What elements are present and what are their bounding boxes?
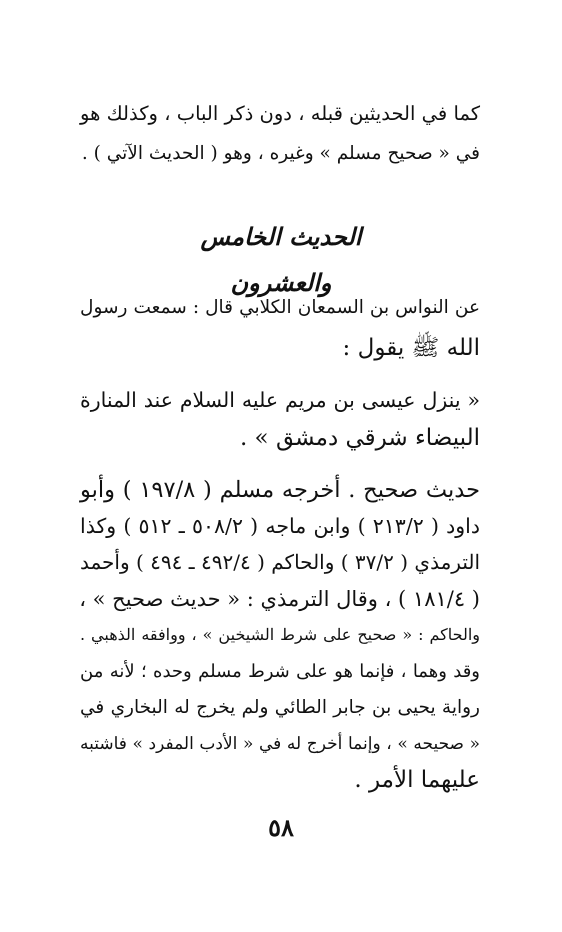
- hadith-text-line-2: البيضاء شرقي دمشق » .: [239, 425, 480, 451]
- commentary-line-5: والحاكم : « صحيح على شرط الشيخين » ، ووافقه الذهبي .: [80, 625, 480, 644]
- section-heading: الحديث الخامس والعشرون: [200, 222, 362, 297]
- commentary-line-6: وقد وهما ، فإنما هو على شرط مسلم وحده ؛ لأنه من: [80, 661, 480, 682]
- narration-line-1: عن النواس بن السمعان الكلابي قال : سمعت رسول: [80, 297, 480, 318]
- commentary-line-2: داود ( ٢١٣/٢ ) وابن ماجه ( ٥٠٨/٢ ـ ٥١٢ ) وكذا: [80, 514, 480, 538]
- commentary-line-4: ( ١٨١/٤ ) ، وقال الترمذي : « حديث صحيح » ،: [79, 587, 480, 611]
- commentary-line-8: « صحيحه » ، وإنما أخرج له في « الأدب المفرد » فاشتبه: [80, 734, 480, 754]
- hadith-text-line-1: « ينزل عيسى بن مريم عليه السلام عند المنارة: [80, 388, 480, 412]
- commentary-line-7: رواية يحيى بن جابر الطائي ولم يخرج له البخاري في: [80, 697, 480, 718]
- intro-line-2: في « صحيح مسلم » وغيره ، وهو ( الحديث الآتي ) .: [81, 143, 480, 164]
- commentary-line-3: الترمذي ( ٣٧/٢ ) والحاكم ( ٤٩٢/٤ ـ ٤٩٤ ) وأحمد: [80, 550, 481, 574]
- commentary-line-9: عليهما الأمر .: [354, 767, 480, 793]
- commentary-line-1: حديث صحيح . أخرجه مسلم ( ١٩٧/٨ ) وأبو: [80, 477, 480, 503]
- narration-line-2: الله ﷺ يقول :: [342, 335, 480, 361]
- page-number: ٥٨: [268, 813, 294, 842]
- intro-line-1: كما في الحديثين قبله ، دون ذكر الباب ، وكذلك هو: [80, 102, 480, 125]
